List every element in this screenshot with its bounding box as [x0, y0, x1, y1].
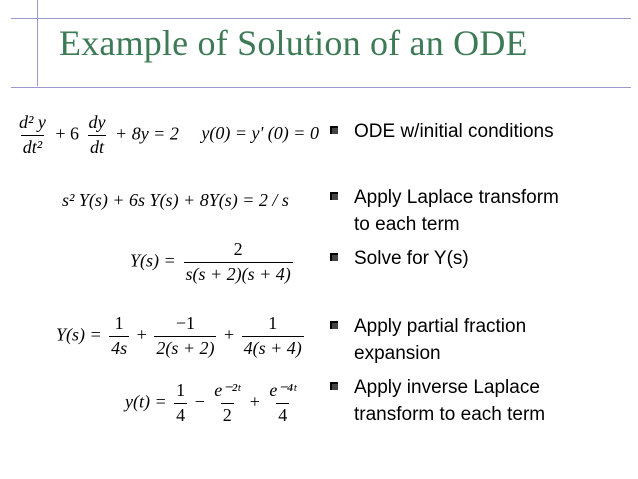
square-bullet-icon — [330, 321, 338, 329]
fraction-denominator: dt — [90, 136, 105, 157]
bullet-text: Apply Laplace transform — [354, 187, 559, 208]
fraction-numerator: 1 — [176, 380, 186, 400]
term-3-fraction — [267, 381, 298, 426]
equation-lhs: Y(s) = — [130, 250, 176, 271]
term-2-fraction — [212, 381, 242, 426]
term-2-fraction — [154, 314, 216, 359]
square-bullet-icon — [330, 382, 338, 390]
square-bullet-icon — [330, 192, 338, 200]
bullet-text: ODE w/initial conditions — [354, 121, 554, 142]
partial-fraction-equation — [56, 314, 307, 359]
decorative-horizontal-line — [11, 18, 631, 19]
operator: + — [136, 324, 147, 345]
fraction-numerator: 2 — [233, 239, 243, 259]
bullet-text: Solve for Y(s) — [354, 248, 469, 269]
slide-title: Example of Solution of an ODE — [59, 23, 528, 63]
square-bullet-icon — [330, 253, 338, 261]
initial-conditions: y(0) = y' (0) = 0 — [201, 123, 319, 144]
fraction-denominator: 2(s + 2) — [156, 337, 215, 358]
operator: + — [223, 324, 235, 345]
term-1-fraction — [174, 381, 187, 426]
second-derivative-fraction — [17, 113, 48, 158]
ode-equation — [14, 113, 319, 158]
fraction-numerator: e⁻⁴ᵗ — [269, 380, 297, 400]
fraction-denominator: 4s — [111, 337, 128, 358]
ys-fraction — [183, 240, 293, 285]
operator: − — [194, 391, 205, 412]
fraction-denominator: 2 — [222, 404, 232, 425]
square-bullet-icon — [330, 126, 338, 134]
equation-lhs: Y(s) = — [56, 324, 102, 345]
operator: + — [249, 391, 260, 412]
fraction-numerator: dy — [88, 112, 106, 132]
fraction-numerator: 1 — [268, 313, 278, 333]
bullet-text: Apply inverse Laplace — [354, 377, 540, 398]
fraction-numerator: e⁻²ᵗ — [214, 380, 241, 400]
bullet-text: expansion — [354, 343, 441, 364]
inverse-laplace-equation — [125, 381, 301, 426]
fraction-denominator: 4(s + 4) — [243, 337, 302, 358]
bullet-text: transform to each term — [354, 404, 546, 425]
fraction-numerator: 1 — [114, 313, 124, 333]
decorative-vertical-line — [37, 0, 38, 86]
ys-equation — [130, 240, 296, 285]
term-coefficient: + 6 — [55, 123, 80, 144]
term-1-fraction — [109, 314, 129, 359]
fraction-denominator: 4 — [176, 404, 186, 425]
ode-rest: + 8y = 2 — [115, 123, 179, 144]
laplace-equation: s² Y(s) + 6s Y(s) + 8Y(s) = 2 / s — [62, 190, 289, 210]
bullet-text: to each term — [354, 214, 460, 235]
term-3-fraction — [242, 314, 304, 359]
equation-lhs: y(t) = — [125, 391, 167, 412]
first-derivative-fraction — [87, 113, 108, 158]
fraction-denominator: dt² — [22, 136, 43, 157]
fraction-denominator: s(s + 2)(s + 4) — [185, 263, 291, 284]
title-underline — [11, 87, 631, 88]
fraction-numerator: −1 — [175, 313, 195, 333]
bullet-text: Apply partial fraction — [354, 316, 527, 337]
fraction-numerator: d² y — [19, 112, 46, 132]
fraction-denominator: 4 — [278, 404, 288, 425]
